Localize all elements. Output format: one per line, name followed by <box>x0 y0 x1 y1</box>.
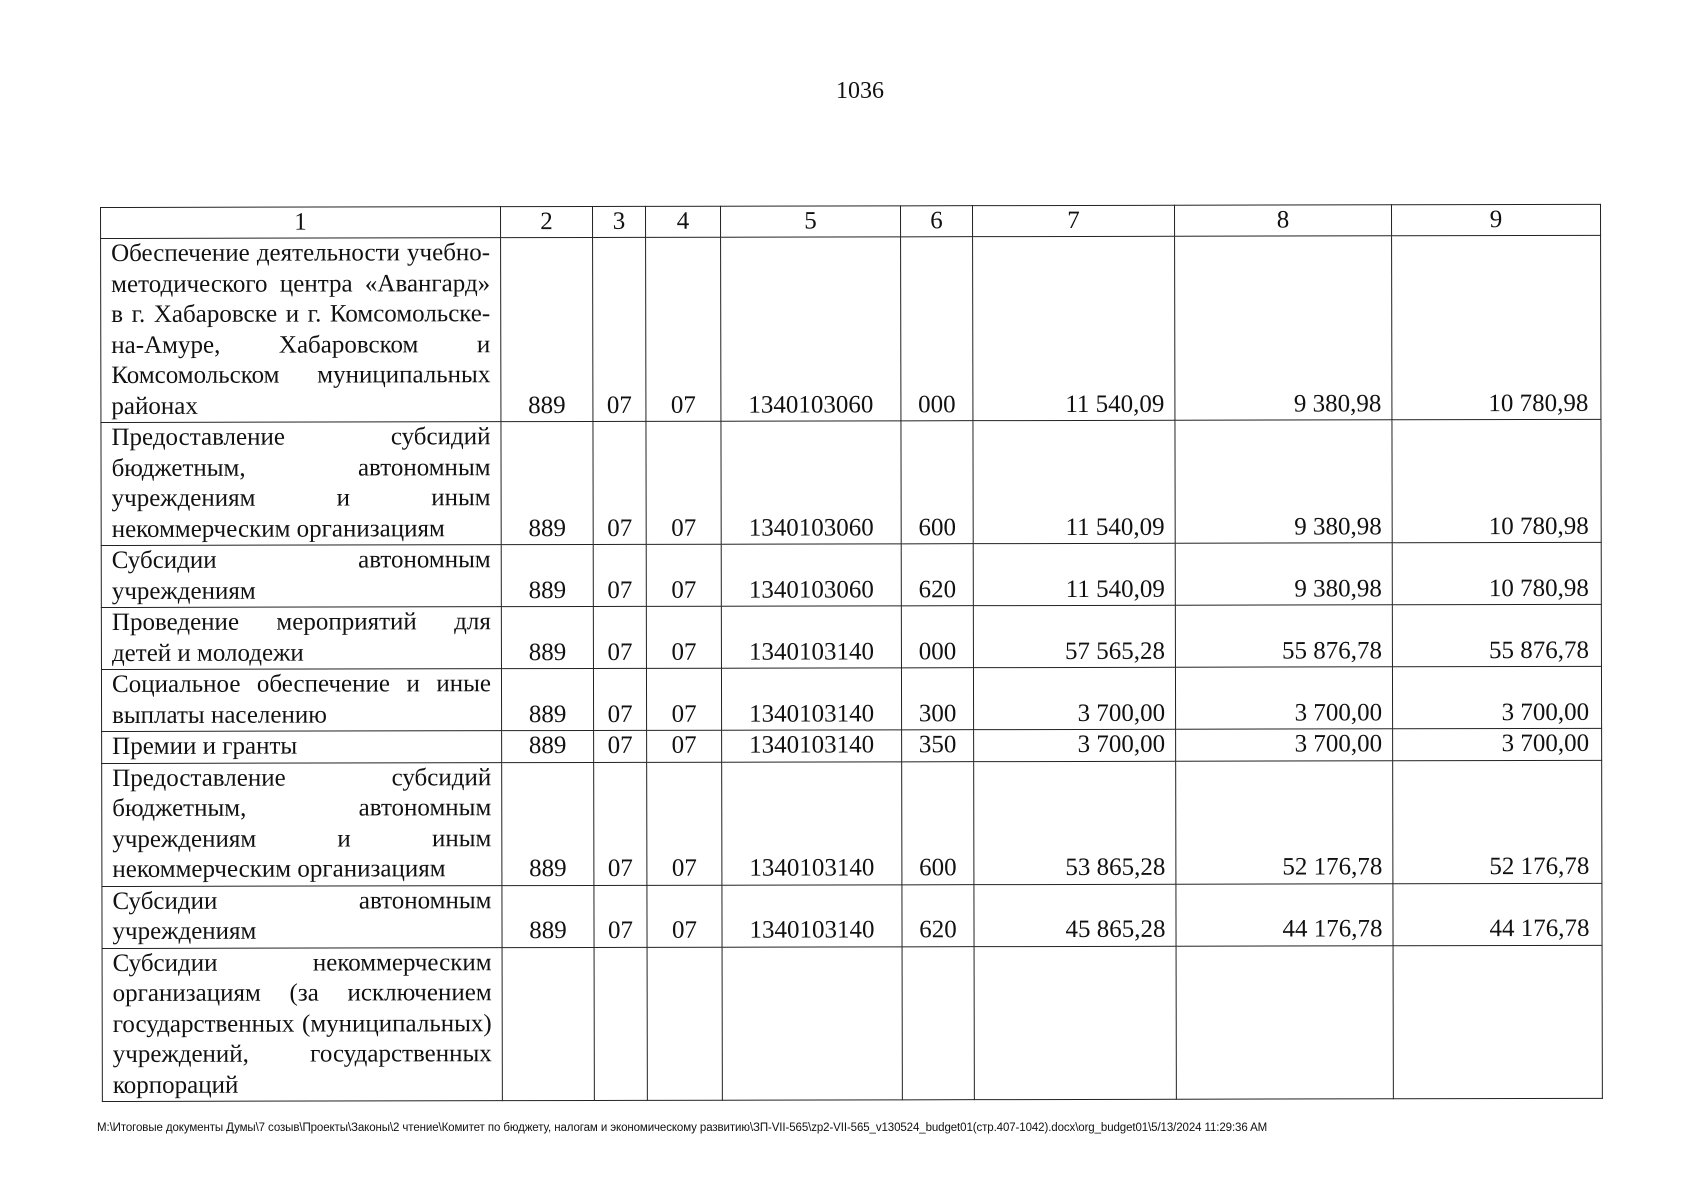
table-row <box>102 760 1602 886</box>
row-amount-col8: 9 380,98 <box>1175 543 1392 605</box>
row-amount-col9 <box>1393 945 1602 1099</box>
row-ministry: 889 <box>501 606 593 668</box>
row-ministry: 889 <box>501 237 593 421</box>
row-ministry: 889 <box>501 421 593 544</box>
row-amount-col8: 44 176,78 <box>1176 883 1393 945</box>
row-section: 07 <box>593 544 646 606</box>
row-ministry: 889 <box>502 762 594 885</box>
row-amount-col7 <box>974 946 1176 1100</box>
row-subsection: 07 <box>647 762 722 885</box>
row-subsection: 07 <box>646 544 721 606</box>
row-section: 07 <box>593 237 646 421</box>
row-target <box>722 946 902 1100</box>
row-expense-type: 000 <box>901 237 973 421</box>
row-expense-type <box>902 946 974 1100</box>
row-expense-type: 300 <box>901 668 973 730</box>
row-name: Субсидии автономным учреждениям <box>101 545 501 608</box>
row-section: 07 <box>594 730 647 762</box>
header-col-6: 6 <box>900 206 972 237</box>
row-name: Социальное обеспечение и иные выплаты населению <box>101 669 501 732</box>
row-section: 07 <box>593 668 646 730</box>
row-target: 1340103140 <box>721 606 901 668</box>
table-row <box>101 419 1601 545</box>
footer-file-path: M:\Итоговые документы Думы\7 созыв\Проекты\Законы\2 чтение\Комитет по бюджету, налогам и экономическому развитию\ЗП-VII-565\zp2-VII-565_v130524_budget01(стр.407-1042).docx\org_budget01\5/13/2024 11:29:36 AM <box>97 1122 1268 1134</box>
row-amount-col8 <box>1176 945 1393 1099</box>
row-amount-col8: 9 380,98 <box>1175 420 1392 543</box>
table-row <box>101 604 1601 669</box>
header-col-4: 4 <box>645 206 720 237</box>
row-expense-type: 620 <box>902 884 974 946</box>
row-expense-type: 000 <box>901 606 973 668</box>
row-subsection: 07 <box>646 237 721 421</box>
row-amount-col8: 3 700,00 <box>1175 667 1392 729</box>
row-amount-col9: 3 700,00 <box>1392 666 1601 728</box>
table-row <box>101 666 1601 731</box>
row-target: 1340103140 <box>722 730 902 762</box>
row-amount-col8: 52 176,78 <box>1176 760 1393 883</box>
row-amount-col9: 10 780,98 <box>1392 419 1601 542</box>
row-name: Обеспечение деятельности учебно-методического центра «Авангард» в г. Хабаровске и г. Комсомольске-на-Амуре, Хабаровском и Комсомольском муниципальных районах <box>101 238 501 423</box>
row-expense-type: 600 <box>901 421 973 544</box>
header-col-3: 3 <box>592 206 645 237</box>
row-ministry <box>502 947 594 1101</box>
row-amount-col7: 53 865,28 <box>974 761 1176 884</box>
row-name: Субсидии автономным учреждениям <box>102 885 502 948</box>
row-amount-col7: 11 540,09 <box>973 543 1175 605</box>
row-ministry: 889 <box>501 544 593 606</box>
row-name: Субсидии некоммерческим организациям (за исключением государственных (муниципальных) учреждений, государственных корпораций <box>102 947 502 1101</box>
table-row <box>102 945 1602 1102</box>
row-amount-col7: 3 700,00 <box>974 729 1176 761</box>
row-section: 07 <box>594 885 647 947</box>
row-amount-col9: 55 876,78 <box>1392 604 1601 666</box>
row-expense-type: 600 <box>902 761 974 884</box>
row-subsection: 07 <box>646 668 721 730</box>
row-amount-col7: 45 865,28 <box>974 884 1176 946</box>
row-target: 1340103140 <box>722 884 902 946</box>
row-target: 1340103140 <box>721 668 901 730</box>
row-amount-col8: 3 700,00 <box>1176 729 1393 761</box>
table-header-row <box>101 204 1601 238</box>
row-amount-col9: 52 176,78 <box>1393 760 1602 883</box>
row-name: Премии и гранты <box>102 731 502 763</box>
row-amount-col8: 9 380,98 <box>1175 236 1392 420</box>
row-amount-col7: 3 700,00 <box>973 667 1175 729</box>
row-amount-col9: 10 780,98 <box>1392 235 1601 419</box>
row-name: Предоставление субсидий бюджетным, автономным учреждениям и иным некоммерческим организациям <box>101 422 501 546</box>
row-section: 07 <box>594 762 647 885</box>
page-number: 1036 <box>836 78 884 104</box>
row-target: 1340103060 <box>721 544 901 606</box>
row-amount-col8: 55 876,78 <box>1175 605 1392 667</box>
row-amount-col9: 10 780,98 <box>1392 542 1601 604</box>
row-name: Предоставление субсидий бюджетным, автономным учреждениям и иным некоммерческим организациям <box>102 762 502 886</box>
row-ministry: 889 <box>501 668 593 730</box>
header-col-1: 1 <box>101 207 501 239</box>
header-col-5: 5 <box>720 206 900 237</box>
row-amount-col7: 57 565,28 <box>973 605 1175 667</box>
row-expense-type: 350 <box>902 730 974 762</box>
budget-table <box>100 204 1603 1102</box>
row-amount-col7: 11 540,09 <box>973 236 1175 420</box>
row-section: 07 <box>593 606 646 668</box>
row-name: Проведение мероприятий для детей и молодежи <box>101 607 501 670</box>
row-subsection: 07 <box>646 606 721 668</box>
row-ministry: 889 <box>502 730 594 762</box>
row-expense-type: 620 <box>901 544 973 606</box>
header-col-2: 2 <box>501 206 593 237</box>
header-col-8: 8 <box>1174 205 1391 236</box>
row-subsection: 07 <box>647 730 722 762</box>
header-col-9: 9 <box>1391 204 1600 235</box>
row-target: 1340103140 <box>722 761 902 884</box>
row-ministry: 889 <box>502 885 594 947</box>
row-amount-col9: 44 176,78 <box>1393 883 1602 945</box>
table-row <box>101 542 1601 607</box>
row-section <box>594 947 647 1101</box>
row-subsection <box>647 947 722 1101</box>
table-row <box>101 235 1601 422</box>
row-section: 07 <box>593 421 646 544</box>
row-target: 1340103060 <box>721 237 901 421</box>
row-subsection: 07 <box>646 421 721 544</box>
header-col-7: 7 <box>972 205 1174 236</box>
row-target: 1340103060 <box>721 421 901 544</box>
row-subsection: 07 <box>647 885 722 947</box>
row-amount-col7: 11 540,09 <box>973 420 1175 543</box>
row-amount-col9: 3 700,00 <box>1393 728 1602 760</box>
table-row <box>102 728 1602 763</box>
table-row <box>102 883 1602 948</box>
